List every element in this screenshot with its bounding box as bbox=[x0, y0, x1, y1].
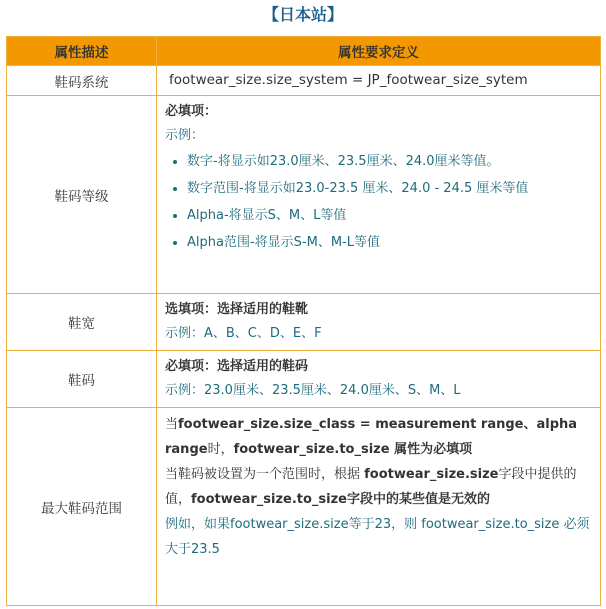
header-attribute-requirement: 属性要求定义 bbox=[157, 37, 601, 66]
table-header-row bbox=[7, 37, 601, 66]
table-row-size bbox=[7, 351, 601, 408]
row-name: 鞋宽 bbox=[7, 294, 157, 351]
row-name: 鞋码等级 bbox=[7, 96, 157, 294]
width-example: 示例：A、B、C、D、E、F bbox=[165, 326, 322, 341]
table-row-size-system bbox=[7, 66, 601, 96]
size-example: 示例：23.0厘米、23.5厘米、24.0厘米、S、M、L bbox=[165, 383, 461, 398]
row-definition bbox=[157, 294, 601, 351]
row-definition bbox=[157, 408, 601, 606]
list-item: • 数字范围-将显示如23.0-23.5 厘米、24.0 - 24.5 厘米等值 bbox=[187, 176, 592, 202]
list-item: • Alpha范围-将显示S-M、M-L等值 bbox=[187, 230, 592, 256]
row-definition bbox=[157, 351, 601, 408]
width-required: 选填项：选择适用的鞋靴 bbox=[165, 302, 309, 317]
table-row-width bbox=[7, 294, 601, 351]
list-item: • 数字-将显示如23.0厘米、23.5厘米、24.0厘米等值。 bbox=[187, 149, 592, 175]
size-required: 必填项：选择适用的鞋码 bbox=[165, 359, 309, 374]
example-list bbox=[165, 149, 592, 256]
attribute-table bbox=[6, 36, 601, 606]
range-condition-text: 当footwear_size.size_class = measurement range、alpha range时，footwear_size.to_size 属性为必填项 bbox=[165, 417, 578, 457]
page-title: 【日本站】 bbox=[262, 5, 343, 24]
row-definition bbox=[157, 96, 601, 294]
row-name: 鞋码系统 bbox=[7, 66, 157, 96]
row-name: 鞋码 bbox=[7, 351, 157, 408]
list-item: • Alpha-将显示S、M、L等值 bbox=[187, 203, 592, 229]
row-name: 最大鞋码范围 bbox=[7, 408, 157, 606]
row-definition bbox=[157, 66, 601, 96]
range-example-text: 例如，如果footwear_size.size等于23，则 footwear_size.to_size 必须大于23.5 bbox=[165, 517, 590, 557]
table-row-max-size-range bbox=[7, 408, 601, 606]
size-system-value: footwear_size.size_system = JP_footwear_size_sytem bbox=[169, 72, 528, 88]
required-label: 必填项： bbox=[165, 104, 218, 119]
example-label: 示例： bbox=[165, 128, 205, 143]
range-validation-text: 当鞋码被设置为一个范围时，根据 footwear_size.size字段中提供的值，footwear_size.to_size字段中的某些值是无效的 bbox=[165, 467, 577, 507]
header-attribute-description: 属性描述 bbox=[7, 37, 157, 66]
table-row-size-class bbox=[7, 96, 601, 294]
